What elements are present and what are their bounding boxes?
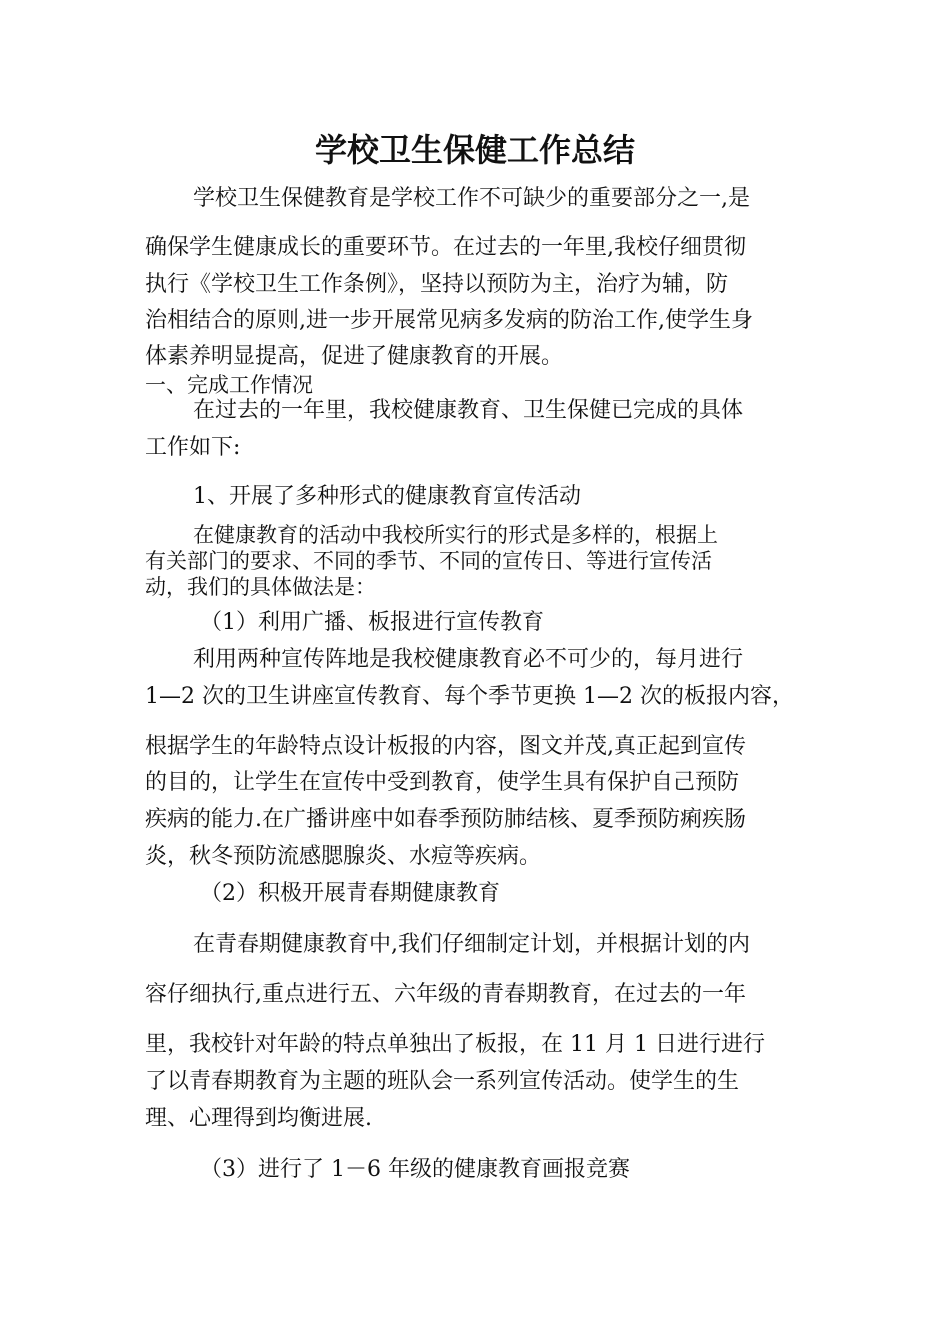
paragraph-line: 利用两种宣传阵地是我校健康教育必不可少的，每月进行 [193,647,744,672]
paragraph-line: 了以青春期教育为主题的班队会一系列宣传活动。使学生的生 [145,1069,740,1094]
paragraph-line: 容仔细执行,重点进行五、六年级的青春期教育，在过去的一年 [145,982,746,1007]
subsection-heading: 1、开展了多种形式的健康教育宣传活动 [193,484,581,509]
paragraph-line: 在健康教育的活动中我校所实行的形式是多样的，根据上 [193,523,718,547]
paragraph-line: 治相结合的原则,进一步开展常见病多发病的防治工作,使学生身 [145,308,753,333]
paragraph-line: 炎，秋冬预防流感腮腺炎、水痘等疾病。 [145,844,542,869]
paragraph-line: 的目的，让学生在宣传中受到教育，使学生具有保护自己预防 [145,770,740,795]
paragraph-line: 动，我们的具体做法是： [145,575,376,599]
paragraph-line: 学校卫生保健教育是学校工作不可缺少的重要部分之一,是 [193,186,750,211]
paragraph-line: 1—2 次的卫生讲座宣传教育、每个季节更换 1—2 次的板报内容， [145,684,794,709]
paragraph-line: 根据学生的年龄特点设计板报的内容，图文并茂,真正起到宣传 [145,734,746,759]
paragraph-line: 理、心理得到均衡进展. [145,1106,372,1131]
document-title: 学校卫生保健工作总结 [314,131,635,169]
paragraph-line: 有关部门的要求、不同的季节、不同的宣传日、等进行宣传活 [145,549,712,573]
item-heading: （1）利用广播、板报进行宣传教育 [200,610,544,635]
paragraph-line: 工作如下: [145,435,241,460]
paragraph-line: 执行《学校卫生工作条例》，坚持以预防为主，治疗为辅，防 [145,272,729,297]
item-heading: （2）积极开展青春期健康教育 [200,881,500,906]
item-heading: （3）进行了 1－6 年级的健康教育画报竞赛 [200,1157,630,1182]
paragraph-line: 在过去的一年里，我校健康教育、卫生保健已完成的具体 [193,398,744,423]
paragraph-line: 确保学生健康成长的重要环节。在过去的一年里,我校仔细贯彻 [145,235,746,260]
paragraph-line: 在青春期健康教育中,我们仔细制定计划，并根据计划的内 [193,932,750,957]
section-heading: 一、完成工作情况 [145,373,313,397]
paragraph-line: 体素养明显提高，促进了健康教育的开展。 [145,344,564,369]
paragraph-line: 疾病的能力.在广播讲座中如春季预防肺结核、夏季预防痢疾肠 [145,807,746,832]
paragraph-line: 里，我校针对年龄的特点单独出了板报，在 11 月 1 日进行进行 [145,1032,765,1057]
